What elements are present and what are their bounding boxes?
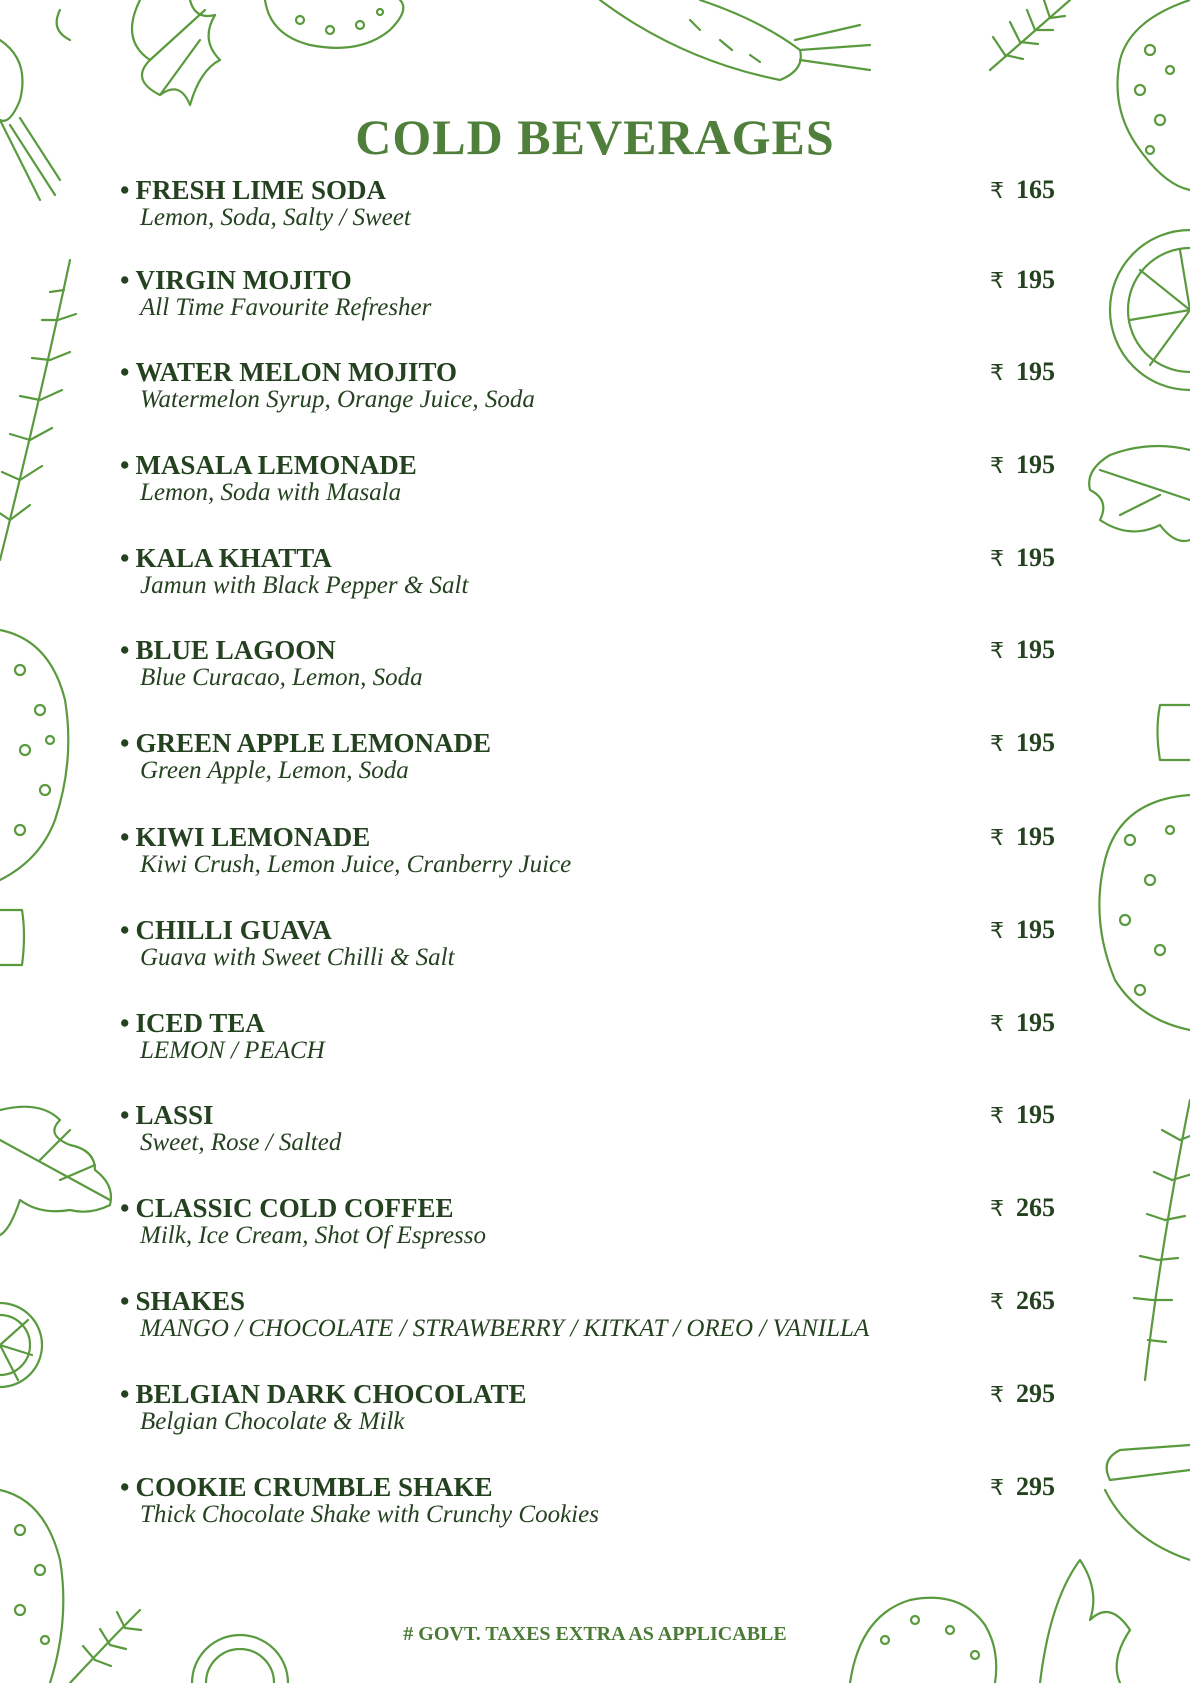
- rosemary-icon: [70, 1610, 141, 1683]
- menu-item-price: [990, 175, 1055, 205]
- radish-icon: [0, 10, 70, 200]
- broccoli-icon: [0, 1490, 63, 1683]
- celery-icon: [1158, 705, 1190, 760]
- leaf-icon: [0, 1107, 111, 1235]
- leaf-icon: [132, 0, 220, 105]
- rupee-symbol: ₹: [990, 269, 1004, 294]
- menu-item-name: [120, 450, 417, 481]
- menu-item-name: [120, 543, 332, 574]
- menu-item-name-text: GREEN APPLE LEMONADE: [135, 728, 491, 758]
- menu-item-price: [990, 1193, 1055, 1223]
- bullet-icon: •: [120, 1286, 130, 1316]
- price-amount: 195: [1016, 265, 1055, 294]
- menu-item-name-text: BELGIAN DARK CHOCOLATE: [135, 1379, 527, 1409]
- price-amount: 295: [1016, 1472, 1055, 1501]
- leaf-icon: [1089, 446, 1190, 541]
- menu-item-price: [990, 1100, 1055, 1130]
- rupee-symbol: ₹: [990, 179, 1004, 204]
- menu-item-price: [990, 915, 1055, 945]
- menu-item-description: MANGO / CHOCOLATE / STRAWBERRY / KITKAT / OREO / VANILLA: [140, 1315, 870, 1342]
- price-amount: 195: [1016, 450, 1055, 479]
- rupee-symbol: ₹: [990, 1383, 1004, 1408]
- menu-item-description: Green Apple, Lemon, Soda: [140, 757, 409, 784]
- menu-item: [120, 915, 1065, 975]
- menu-item: [120, 1286, 1065, 1346]
- menu-item-name: [120, 265, 352, 296]
- rupee-symbol: ₹: [990, 1012, 1004, 1037]
- bullet-icon: •: [120, 175, 130, 205]
- menu-item: [120, 450, 1065, 510]
- menu-item-name: [120, 915, 332, 946]
- price-amount: 195: [1016, 357, 1055, 386]
- bullet-icon: •: [120, 728, 130, 758]
- price-amount: 195: [1016, 1008, 1055, 1037]
- carrot-icon: [600, 0, 870, 80]
- lime-slice-icon: [1110, 230, 1190, 390]
- menu-item-price: [990, 450, 1055, 480]
- rupee-symbol: ₹: [990, 361, 1004, 386]
- menu-item-price: [990, 1379, 1055, 1409]
- menu-item: [120, 357, 1065, 417]
- bullet-icon: •: [120, 357, 130, 387]
- menu-item-name: [120, 1286, 245, 1317]
- menu-item-description: Lemon, Soda with Masala: [140, 479, 402, 506]
- menu-item-name-text: MASALA LEMONADE: [135, 450, 417, 480]
- rupee-symbol: ₹: [990, 547, 1004, 572]
- menu-item-description: LEMON / PEACH: [140, 1037, 325, 1064]
- menu-item-description: Watermelon Syrup, Orange Juice, Soda: [140, 386, 535, 413]
- menu-item-name: [120, 1379, 527, 1410]
- price-amount: 195: [1016, 915, 1055, 944]
- price-amount: 195: [1016, 1100, 1055, 1129]
- menu-item-price: [990, 265, 1055, 295]
- price-amount: 165: [1016, 175, 1055, 204]
- menu-item-name-text: KALA KHATTA: [135, 543, 332, 573]
- menu-item-description: Belgian Chocolate & Milk: [140, 1408, 405, 1435]
- menu-item-name: [120, 1193, 454, 1224]
- menu-title: COLD BEVERAGES: [355, 109, 835, 165]
- menu-item: [120, 175, 1065, 235]
- menu-item-name-text: LASSI: [135, 1100, 214, 1130]
- menu-item-price: [990, 728, 1055, 758]
- menu-item-name: [120, 175, 386, 206]
- menu-item-name-text: FRESH LIME SODA: [135, 175, 386, 205]
- menu-item-description: Milk, Ice Cream, Shot Of Espresso: [140, 1222, 487, 1249]
- rosemary-icon: [0, 260, 76, 560]
- rupee-symbol: ₹: [990, 919, 1004, 944]
- menu-item-description: Kiwi Crush, Lemon Juice, Cranberry Juice: [140, 851, 572, 878]
- menu-item-description: Sweet, Rose / Salted: [140, 1129, 342, 1156]
- price-amount: 295: [1016, 1379, 1055, 1408]
- menu-item-name-text: CLASSIC COLD COFFEE: [135, 1193, 454, 1223]
- menu-item: [120, 1379, 1065, 1439]
- menu-item-name-text: COOKIE CRUMBLE SHAKE: [135, 1472, 493, 1502]
- rupee-symbol: ₹: [990, 1104, 1004, 1129]
- bullet-icon: •: [120, 1472, 130, 1502]
- bullet-icon: •: [120, 265, 130, 295]
- bullet-icon: •: [120, 1100, 130, 1130]
- menu-item-name: [120, 822, 370, 853]
- menu-item-description: Guava with Sweet Chilli & Salt: [140, 944, 455, 971]
- broccoli-icon: [265, 0, 403, 48]
- menu-item-name: [120, 1008, 265, 1039]
- bullet-icon: •: [120, 915, 130, 945]
- broccoli-icon: [1099, 795, 1190, 1030]
- menu-item-description: All Time Favourite Refresher: [140, 294, 432, 321]
- menu-item-price: [990, 1472, 1055, 1502]
- menu-item: [120, 635, 1065, 695]
- menu-item: [120, 1472, 1065, 1532]
- rupee-symbol: ₹: [990, 826, 1004, 851]
- bullet-icon: •: [120, 543, 130, 573]
- menu-item: [120, 265, 1065, 325]
- menu-item-name-text: WATER MELON MOJITO: [135, 357, 457, 387]
- price-amount: 195: [1016, 543, 1055, 572]
- price-amount: 265: [1016, 1193, 1055, 1222]
- bullet-icon: •: [120, 635, 130, 665]
- celery-icon: [0, 910, 24, 965]
- rupee-symbol: ₹: [990, 732, 1004, 757]
- menu-item-name-text: VIRGIN MOJITO: [135, 265, 352, 295]
- menu-item-name: [120, 1100, 214, 1131]
- lime-slice-icon: [0, 1303, 42, 1387]
- bullet-icon: •: [120, 1008, 130, 1038]
- price-amount: 195: [1016, 728, 1055, 757]
- bullet-icon: •: [120, 1379, 130, 1409]
- rosemary-icon: [1134, 1100, 1190, 1380]
- menu-item-name-text: CHILLI GUAVA: [135, 915, 332, 945]
- menu-item: [120, 728, 1065, 788]
- menu-item: [120, 1100, 1065, 1160]
- rupee-symbol: ₹: [990, 1290, 1004, 1315]
- menu-item-price: [990, 357, 1055, 387]
- menu-item-description: Jamun with Black Pepper & Salt: [140, 572, 469, 599]
- bullet-icon: •: [120, 450, 130, 480]
- menu-item: [120, 1193, 1065, 1253]
- menu-item-price: [990, 1008, 1055, 1038]
- menu-item-name: [120, 357, 457, 388]
- menu-item-description: Lemon, Soda, Salty / Sweet: [140, 204, 411, 231]
- menu-item: [120, 543, 1065, 603]
- broccoli-icon: [0, 630, 68, 880]
- bullet-icon: •: [120, 822, 130, 852]
- menu-item-price: [990, 1286, 1055, 1316]
- menu-item-name-text: SHAKES: [135, 1286, 245, 1316]
- menu-item: [120, 822, 1065, 882]
- menu-item-name: [120, 1472, 493, 1503]
- menu-item-description: Thick Chocolate Shake with Crunchy Cookies: [140, 1501, 599, 1528]
- rupee-symbol: ₹: [990, 639, 1004, 664]
- menu-item-name: [120, 635, 336, 666]
- rupee-symbol: ₹: [990, 454, 1004, 479]
- price-amount: 195: [1016, 635, 1055, 664]
- menu-item-name-text: KIWI LEMONADE: [135, 822, 371, 852]
- menu-item: [120, 1008, 1065, 1068]
- menu-item-name-text: BLUE LAGOON: [135, 635, 336, 665]
- menu-item-price: [990, 543, 1055, 573]
- menu-item-description: Blue Curacao, Lemon, Soda: [140, 664, 423, 691]
- menu-item-price: [990, 822, 1055, 852]
- menu-item-name: [120, 728, 491, 759]
- price-amount: 195: [1016, 822, 1055, 851]
- rupee-symbol: ₹: [990, 1197, 1004, 1222]
- tax-footnote: # GOVT. TAXES EXTRA AS APPLICABLE: [403, 1623, 787, 1645]
- menu-item-price: [990, 635, 1055, 665]
- price-amount: 265: [1016, 1286, 1055, 1315]
- rosemary-icon: [990, 0, 1070, 70]
- rupee-symbol: ₹: [990, 1476, 1004, 1501]
- menu-item-name-text: ICED TEA: [135, 1008, 265, 1038]
- bullet-icon: •: [120, 1193, 130, 1223]
